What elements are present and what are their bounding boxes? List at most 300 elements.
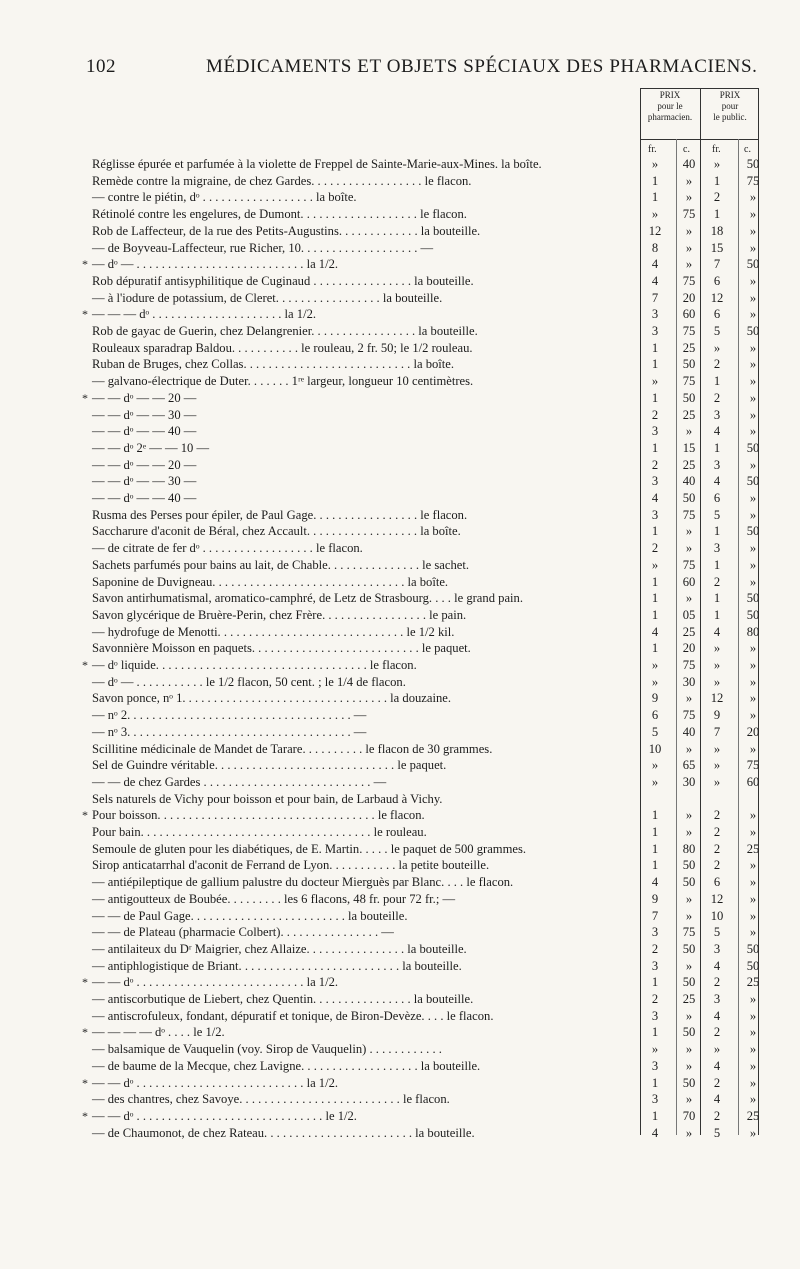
price-public-c: » bbox=[749, 1008, 757, 1023]
price-pharmacist-c: » bbox=[685, 908, 693, 923]
price-public-fr: » bbox=[713, 340, 721, 355]
price-public-fr: 3 bbox=[713, 941, 721, 956]
price-pharmacist-fr: » bbox=[651, 157, 659, 171]
entry-text: — — dᵒ . . . . . . . . . . . . . . . . . . . . . . . . . . . la 1/2. bbox=[92, 975, 339, 990]
price-pharmacist-c: 75 bbox=[682, 374, 696, 389]
price-public-fr: 3 bbox=[713, 992, 721, 1006]
price-pharmacist-c: » bbox=[685, 1125, 693, 1140]
price-pharmacist-c: 75 bbox=[682, 925, 696, 940]
price-pharmacist-fr: » bbox=[651, 774, 659, 789]
price-public-c: » bbox=[749, 741, 757, 756]
price-public-c: » bbox=[749, 574, 757, 589]
entry-text: — — de Plateau (pharmacie Colbert). . . . . . . . . . . . . . . . — bbox=[92, 925, 394, 940]
entry-text: Rob de gayac de Guerin, chez Delangrenier. . . . . . . . . . . . . . . . . la bouteille. bbox=[92, 324, 478, 338]
price-pharmacist-c: 50 bbox=[682, 1075, 696, 1090]
price-pharmacist-fr: 1 bbox=[651, 173, 659, 188]
entry-text: — galvano-électrique de Duter. . . . . . . 1ʳᵉ largeur, longueur 10 centimètres. bbox=[92, 374, 474, 389]
price-public-fr: 6 bbox=[713, 491, 721, 505]
price-pharmacist-c: » bbox=[685, 541, 693, 556]
price-pharmacist-c: 80 bbox=[682, 841, 696, 856]
price-pharmacist-c: » bbox=[685, 240, 693, 255]
price-pharmacist-fr: 2 bbox=[651, 407, 659, 422]
entry-text: Savonnière Moisson en paquets. . . . . . . . . . . . . . . . . . . . . . . . . . . le paquet. bbox=[92, 641, 471, 656]
price-public-c: » bbox=[749, 457, 757, 472]
entry-text: — dᵒ — . . . . . . . . . . . le 1/2 flacon, 50 cent. ; le 1/4 de flacon. bbox=[92, 674, 406, 689]
price-public-c: » bbox=[749, 491, 757, 505]
entry-text: Sel de Guindre véritable. . . . . . . . . . . . . . . . . . . . . . . . . . . . . le paquet. bbox=[92, 758, 447, 773]
price-public-c: » bbox=[749, 207, 757, 222]
price-public-c: 25 bbox=[746, 841, 760, 856]
entry-text: — de Boyveau-Laffecteur, rue Richer, 10. . . . . . . . . . . . . . . . . . . — bbox=[92, 240, 434, 255]
price-pharmacist-c: » bbox=[685, 424, 693, 439]
price-pharmacist-fr: 4 bbox=[651, 257, 659, 272]
price-pharmacist-c: » bbox=[685, 223, 693, 238]
price-pharmacist-c: 75 bbox=[682, 658, 696, 672]
entry-text: Sirop anticatarrhal d'aconit de Ferrand de Lyon. . . . . . . . . . . la petite bouteille. bbox=[92, 858, 490, 873]
price-pharmacist-c: » bbox=[685, 1058, 693, 1073]
price-public-c: 50 bbox=[746, 591, 760, 606]
price-pharmacist-c: » bbox=[685, 825, 693, 839]
price-pharmacist-c: » bbox=[685, 591, 693, 606]
price-public-c: » bbox=[749, 223, 757, 238]
price-public-c: » bbox=[749, 691, 757, 706]
price-pharmacist-fr: » bbox=[651, 207, 659, 222]
entry-text: Sels naturels de Vichy pour boisson et pour bain, de Larbaud à Vichy. bbox=[92, 791, 443, 806]
price-public-c: 20 bbox=[746, 724, 760, 739]
price-pharmacist-fr: 1 bbox=[651, 975, 659, 990]
unit-fr-a: fr. bbox=[648, 144, 657, 155]
price-pharmacist-c: » bbox=[685, 691, 693, 706]
price-public-c: » bbox=[749, 190, 757, 205]
price-public-fr: 1 bbox=[713, 591, 721, 606]
price-pharmacist-c: 50 bbox=[682, 941, 696, 956]
price-pharmacist-fr: 1 bbox=[651, 825, 659, 839]
entry-text: — — dᵒ — — 40 — bbox=[92, 491, 197, 505]
price-pharmacist-fr: 3 bbox=[651, 474, 659, 489]
price-pharmacist-c: 25 bbox=[682, 457, 696, 472]
price-pharmacist-fr: 4 bbox=[651, 491, 659, 505]
entry-text: Rusma des Perses pour épiler, de Paul Gage. . . . . . . . . . . . . . . . . le flacon. bbox=[92, 507, 468, 522]
price-public-fr: 2 bbox=[713, 190, 721, 205]
price-pharmacist-fr: 3 bbox=[651, 1092, 659, 1107]
price-public-c: » bbox=[749, 925, 757, 940]
price-pharmacist-c: 40 bbox=[682, 474, 696, 489]
price-public-c: » bbox=[749, 424, 757, 439]
price-public-c: » bbox=[749, 992, 757, 1006]
price-pharmacist-fr: 3 bbox=[651, 324, 659, 338]
price-public-fr: » bbox=[713, 674, 721, 689]
price-pharmacist-fr: 8 bbox=[651, 240, 659, 255]
price-public-fr: » bbox=[713, 774, 721, 789]
entry-marker: * bbox=[82, 390, 88, 405]
entry-text: — — de Paul Gage. . . . . . . . . . . . . . . . . . . . . . . . . la bouteille. bbox=[92, 908, 408, 923]
entry-text: — hydrofuge de Menotti. . . . . . . . . . . . . . . . . . . . . . . . . . . . . . le 1/2 kil. bbox=[92, 624, 455, 639]
price-pharmacist-fr: 4 bbox=[651, 273, 659, 288]
price-public-c: » bbox=[749, 875, 757, 890]
price-public-c: » bbox=[749, 307, 757, 322]
price-public-fr: 2 bbox=[713, 808, 721, 823]
price-pharmacist-c: » bbox=[685, 891, 693, 906]
price-public-fr: 2 bbox=[713, 975, 721, 990]
price-public-fr: 2 bbox=[713, 1075, 721, 1090]
price-public-fr: 12 bbox=[710, 891, 724, 906]
price-public-fr: 1 bbox=[713, 607, 721, 622]
price-public-fr: 3 bbox=[713, 457, 721, 472]
price-pharmacist-c: 25 bbox=[682, 624, 696, 639]
price-public-c: » bbox=[749, 825, 757, 839]
price-public-fr: 18 bbox=[710, 223, 724, 238]
price-pharmacist-fr: » bbox=[651, 557, 659, 572]
price-pharmacist-c: 50 bbox=[682, 858, 696, 873]
price-public-fr: 4 bbox=[713, 424, 721, 439]
entry-text: — antiscorbutique de Liebert, chez Quentin. . . . . . . . . . . . . . . . la bouteille. bbox=[92, 992, 474, 1006]
unit-c-a: c. bbox=[683, 144, 690, 155]
price-public-fr: 2 bbox=[713, 574, 721, 589]
entry-text: Scillitine médicinale de Mandet de Tarare. . . . . . . . . . le flacon de 30 grammes. bbox=[92, 741, 493, 756]
price-public-fr: 5 bbox=[713, 324, 721, 338]
price-public-c: 50 bbox=[746, 607, 760, 622]
entry-text: — contre le piétin, dᵒ . . . . . . . . . . . . . . . . . . la boîte. bbox=[92, 190, 357, 205]
entry-text: — — de chez Gardes . . . . . . . . . . . . . . . . . . . . . . . . . . . — bbox=[92, 774, 387, 789]
entry-text: — dᵒ liquide. . . . . . . . . . . . . . . . . . . . . . . . . . . . . . . . . . le flacon. bbox=[92, 658, 417, 672]
entry-marker: * bbox=[82, 1025, 88, 1040]
price-public-fr: 4 bbox=[713, 958, 721, 973]
price-pharmacist-fr: » bbox=[651, 1042, 659, 1057]
price-public-c: » bbox=[749, 658, 757, 672]
price-public-fr: 7 bbox=[713, 724, 721, 739]
price-pharmacist-c: 50 bbox=[682, 875, 696, 890]
price-public-fr: 1 bbox=[713, 440, 721, 455]
price-public-c: » bbox=[749, 240, 757, 255]
price-pharmacist-fr: 12 bbox=[648, 223, 662, 238]
price-public-fr: 1 bbox=[713, 207, 721, 222]
price-public-fr: » bbox=[713, 641, 721, 656]
price-public-c: » bbox=[749, 891, 757, 906]
price-public-fr: 2 bbox=[713, 841, 721, 856]
entry-text: Saccharure d'aconit de Béral, chez Accault. . . . . . . . . . . . . . . . . . la boîte. bbox=[92, 524, 461, 539]
price-pharmacist-c: 75 bbox=[682, 708, 696, 723]
entry-text: — antigoutteux de Boubée. . . . . . . . . les 6 flacons, 48 fr. pour 72 fr.; — bbox=[92, 891, 456, 906]
price-pharmacist-c: 70 bbox=[682, 1108, 696, 1123]
price-public-c: » bbox=[749, 290, 757, 305]
price-public-c: » bbox=[749, 374, 757, 389]
entry-text: — à l'iodure de potassium, de Cleret. . . . . . . . . . . . . . . . . la bouteille. bbox=[92, 290, 443, 305]
price-pharmacist-fr: 3 bbox=[651, 1058, 659, 1073]
price-pharmacist-c: 50 bbox=[682, 1025, 696, 1040]
price-pharmacist-c: 50 bbox=[682, 491, 696, 505]
price-public-c: » bbox=[749, 1058, 757, 1073]
entry-text: — — dᵒ . . . . . . . . . . . . . . . . . . . . . . . . . . . . . . le 1/2. bbox=[92, 1108, 357, 1123]
page-header bbox=[86, 52, 758, 82]
price-public-c: » bbox=[749, 708, 757, 723]
price-pharmacist-c: 50 bbox=[682, 390, 696, 405]
price-pharmacist-c: 75 bbox=[682, 507, 696, 522]
price-public-fr: 1 bbox=[713, 524, 721, 539]
price-public-fr: 3 bbox=[713, 407, 721, 422]
table-header-rule bbox=[640, 139, 758, 140]
price-pharmacist-c: » bbox=[685, 741, 693, 756]
price-pharmacist-fr: 4 bbox=[651, 624, 659, 639]
table-top-rule bbox=[640, 88, 758, 89]
price-pharmacist-fr: 3 bbox=[651, 307, 659, 322]
price-public-fr: 6 bbox=[713, 273, 721, 288]
entry-text: — de Chaumonot, de chez Rateau. . . . . . . . . . . . . . . . . . . . . . . . la bouteille. bbox=[92, 1125, 475, 1140]
price-pharmacist-c: 15 bbox=[682, 440, 696, 455]
price-pharmacist-fr: 5 bbox=[651, 724, 659, 739]
column-header-public: PRIX pour le public. bbox=[713, 90, 747, 122]
price-pharmacist-fr: 9 bbox=[651, 891, 659, 906]
price-pharmacist-c: 75 bbox=[682, 273, 696, 288]
entry-text: Pour boisson. . . . . . . . . . . . . . . . . . . . . . . . . . . . . . . . . . . le flacon. bbox=[92, 808, 425, 823]
price-pharmacist-fr: 2 bbox=[651, 992, 659, 1006]
price-public-c: 50 bbox=[746, 941, 760, 956]
entry-text: — nᵒ 3. . . . . . . . . . . . . . . . . . . . . . . . . . . . . . . . . . . . — bbox=[92, 724, 367, 739]
price-public-c: 50 bbox=[746, 440, 760, 455]
price-pharmacist-fr: 1 bbox=[651, 440, 659, 455]
entry-text: — de citrate de fer dᵒ . . . . . . . . . . . . . . . . . . le flacon. bbox=[92, 541, 363, 556]
entry-text: — dᵒ — . . . . . . . . . . . . . . . . . . . . . . . . . . . la 1/2. bbox=[92, 257, 339, 272]
entry-text: Savon antirhumatismal, aromatico-camphré, de Letz de Strasbourg. . . . le grand pain. bbox=[92, 591, 523, 606]
price-public-c: » bbox=[749, 808, 757, 823]
price-pharmacist-c: » bbox=[685, 257, 693, 272]
entry-text: — des chantres, chez Savoye. . . . . . . . . . . . . . . . . . . . . . . . . . le flacon. bbox=[92, 1092, 450, 1107]
entry-text: — de baume de la Mecque, chez Lavigne. . . . . . . . . . . . . . . . . . . la bouteille. bbox=[92, 1058, 481, 1073]
price-pharmacist-fr: 7 bbox=[651, 908, 659, 923]
price-pharmacist-c: 20 bbox=[682, 290, 696, 305]
price-pharmacist-c: 05 bbox=[682, 607, 696, 622]
page-title: MÉDICAMENTS ET OBJETS SPÉCIAUX DES PHARMACIENS. bbox=[206, 56, 758, 77]
price-public-c: 80 bbox=[746, 624, 760, 639]
price-public-c: » bbox=[749, 340, 757, 355]
price-public-c: 50 bbox=[746, 324, 760, 338]
price-public-fr: 2 bbox=[713, 390, 721, 405]
price-pharmacist-c: » bbox=[685, 1092, 693, 1107]
price-public-fr: 12 bbox=[710, 290, 724, 305]
price-public-c: 50 bbox=[746, 474, 760, 489]
price-pharmacist-c: 25 bbox=[682, 407, 696, 422]
price-pharmacist-fr: » bbox=[651, 374, 659, 389]
price-pharmacist-c: » bbox=[685, 1042, 693, 1057]
price-public-fr: 2 bbox=[713, 858, 721, 873]
entry-text: — — dᵒ — — 40 — bbox=[92, 424, 197, 439]
price-public-c: 50 bbox=[746, 257, 760, 272]
price-public-fr: 4 bbox=[713, 1092, 721, 1107]
price-pharmacist-c: 75 bbox=[682, 557, 696, 572]
entry-marker: * bbox=[82, 1108, 88, 1123]
entry-text: Sachets parfumés pour bains au lait, de Chable. . . . . . . . . . . . . . . le sachet. bbox=[92, 557, 470, 572]
price-public-c: » bbox=[749, 407, 757, 422]
price-public-fr: 7 bbox=[713, 257, 721, 272]
price-pharmacist-fr: 7 bbox=[651, 290, 659, 305]
price-public-fr: 4 bbox=[713, 474, 721, 489]
price-public-fr: 10 bbox=[710, 908, 724, 923]
price-pharmacist-c: 40 bbox=[682, 724, 696, 739]
price-public-c: 50 bbox=[746, 958, 760, 973]
entry-text: — — dᵒ — — 20 — bbox=[92, 390, 197, 405]
price-pharmacist-fr: 4 bbox=[651, 875, 659, 890]
price-pharmacist-c: » bbox=[685, 190, 693, 205]
price-pharmacist-fr: 1 bbox=[651, 607, 659, 622]
price-public-c: » bbox=[749, 390, 757, 405]
price-public-fr: 5 bbox=[713, 507, 721, 522]
page-number: 102 bbox=[86, 56, 116, 77]
price-public-fr: 1 bbox=[713, 173, 721, 188]
price-public-fr: » bbox=[713, 658, 721, 672]
price-pharmacist-c: 40 bbox=[682, 157, 696, 171]
price-pharmacist-c: 20 bbox=[682, 641, 696, 656]
price-public-c: » bbox=[749, 357, 757, 372]
price-pharmacist-c: 60 bbox=[682, 307, 696, 322]
price-public-fr: » bbox=[713, 758, 721, 773]
price-pharmacist-fr: 9 bbox=[651, 691, 659, 706]
price-pharmacist-c: 75 bbox=[682, 207, 696, 222]
price-public-c: » bbox=[749, 1075, 757, 1090]
price-public-fr: 2 bbox=[713, 357, 721, 372]
price-pharmacist-fr: 1 bbox=[651, 357, 659, 372]
entry-text: Ruban de Bruges, chez Collas. . . . . . . . . . . . . . . . . . . . . . . . . . . la boîte. bbox=[92, 357, 455, 372]
entry-text: Remède contre la migraine, de chez Gardes. . . . . . . . . . . . . . . . . . le flacon. bbox=[92, 173, 472, 188]
entry-text: Savon glycérique de Bruère-Perin, chez Frère. . . . . . . . . . . . . . . . . le pain. bbox=[92, 607, 467, 622]
entry-text: — antiphlogistique de Briant. . . . . . . . . . . . . . . . . . . . . . . . . . la bouteille. bbox=[92, 958, 462, 973]
entry-text: Pour bain. . . . . . . . . . . . . . . . . . . . . . . . . . . . . . . . . . . . . le rouleau. bbox=[92, 825, 427, 839]
price-pharmacist-fr: 3 bbox=[651, 1008, 659, 1023]
entry-text: — antilaiteux du Dʳ Maigrier, chez Allaize. . . . . . . . . . . . . . . . la bouteille. bbox=[92, 941, 467, 956]
price-pharmacist-fr: 1 bbox=[651, 1025, 659, 1040]
price-pharmacist-fr: 3 bbox=[651, 424, 659, 439]
price-public-c: » bbox=[749, 1042, 757, 1057]
entry-text: Réglisse épurée et parfumée à la violette de Freppel de Sainte-Marie-aux-Mines. la boîte. bbox=[92, 157, 542, 171]
price-public-c: » bbox=[749, 557, 757, 572]
price-pharmacist-fr: 1 bbox=[651, 524, 659, 539]
price-public-c: 50 bbox=[746, 524, 760, 539]
price-pharmacist-fr: » bbox=[651, 758, 659, 773]
price-public-c: » bbox=[749, 1092, 757, 1107]
price-public-c: 25 bbox=[746, 975, 760, 990]
price-pharmacist-fr: 1 bbox=[651, 641, 659, 656]
price-pharmacist-fr: 1 bbox=[651, 841, 659, 856]
price-pharmacist-fr: 2 bbox=[651, 541, 659, 556]
price-pharmacist-fr: » bbox=[651, 674, 659, 689]
price-pharmacist-fr: 4 bbox=[651, 1125, 659, 1140]
price-pharmacist-fr: 3 bbox=[651, 925, 659, 940]
price-public-fr: 2 bbox=[713, 825, 721, 839]
price-pharmacist-c: » bbox=[685, 173, 693, 188]
price-pharmacist-c: » bbox=[685, 958, 693, 973]
price-pharmacist-fr: 1 bbox=[651, 1108, 659, 1123]
price-public-fr: » bbox=[713, 157, 721, 171]
price-public-fr: 15 bbox=[710, 240, 724, 255]
price-public-fr: 4 bbox=[713, 624, 721, 639]
price-pharmacist-c: » bbox=[685, 808, 693, 823]
entry-text: Rétinolé contre les engelures, de Dumont. . . . . . . . . . . . . . . . . . . le flacon. bbox=[92, 207, 467, 222]
unit-c-b: c. bbox=[744, 144, 751, 155]
price-public-fr: 6 bbox=[713, 307, 721, 322]
entry-text: — — dᵒ . . . . . . . . . . . . . . . . . . . . . . . . . . . la 1/2. bbox=[92, 1075, 339, 1090]
price-pharmacist-fr: 3 bbox=[651, 958, 659, 973]
price-public-fr: 4 bbox=[713, 1008, 721, 1023]
entry-marker: * bbox=[82, 975, 88, 990]
price-public-fr: 1 bbox=[713, 557, 721, 572]
entry-text: — balsamique de Vauquelin (voy. Sirop de Vauquelin) . . . . . . . . . . . . bbox=[92, 1042, 442, 1057]
price-pharmacist-c: » bbox=[685, 1008, 693, 1023]
entry-text: Semoule de gluten pour les diabétiques, de E. Martin. . . . . le paquet de 500 grammes. bbox=[92, 841, 527, 856]
price-public-c: 25 bbox=[746, 1108, 760, 1123]
entry-text: — — dᵒ — — 30 — bbox=[92, 474, 197, 489]
price-public-c: » bbox=[749, 1025, 757, 1040]
price-pharmacist-c: 25 bbox=[682, 340, 696, 355]
table-row bbox=[0, 1124, 800, 1143]
entry-text: Savon ponce, nᵒ 1. . . . . . . . . . . . . . . . . . . . . . . . . . . . . . . . . la douzaine. bbox=[92, 691, 452, 706]
price-public-fr: » bbox=[713, 1042, 721, 1057]
price-public-fr: » bbox=[713, 741, 721, 756]
price-pharmacist-c: 30 bbox=[682, 774, 696, 789]
price-pharmacist-c: » bbox=[685, 524, 693, 539]
price-pharmacist-fr: 1 bbox=[651, 1075, 659, 1090]
entry-text: — — dᵒ — — 20 — bbox=[92, 457, 197, 472]
price-public-fr: 12 bbox=[710, 691, 724, 706]
unit-fr-b: fr. bbox=[712, 144, 721, 155]
price-public-fr: 2 bbox=[713, 1025, 721, 1040]
price-public-c: 75 bbox=[746, 758, 760, 773]
entry-text: — nᵒ 2. . . . . . . . . . . . . . . . . . . . . . . . . . . . . . . . . . . . — bbox=[92, 708, 367, 723]
price-pharmacist-c: 50 bbox=[682, 975, 696, 990]
price-pharmacist-c: 60 bbox=[682, 574, 696, 589]
entry-text: — — dᵒ — — 30 — bbox=[92, 407, 197, 422]
entry-marker: * bbox=[82, 257, 88, 272]
entry-marker: * bbox=[82, 808, 88, 823]
price-public-fr: 5 bbox=[713, 1125, 721, 1140]
price-public-c: » bbox=[749, 908, 757, 923]
price-public-c: » bbox=[749, 858, 757, 873]
price-public-fr: 9 bbox=[713, 708, 721, 723]
price-pharmacist-fr: 10 bbox=[648, 741, 662, 756]
price-public-c: » bbox=[749, 1125, 757, 1140]
price-pharmacist-fr: 2 bbox=[651, 457, 659, 472]
entry-text: — antiépileptique de gallium palustre du docteur Mierguès par Blanc. . . . le flacon. bbox=[92, 875, 514, 890]
price-public-c: 50 bbox=[746, 157, 760, 171]
price-public-fr: 6 bbox=[713, 875, 721, 890]
price-pharmacist-fr: 1 bbox=[651, 591, 659, 606]
price-pharmacist-fr: 1 bbox=[651, 390, 659, 405]
price-public-fr: 3 bbox=[713, 541, 721, 556]
price-pharmacist-fr: 1 bbox=[651, 858, 659, 873]
entry-text: — — dᵒ 2ᵉ — — 10 — bbox=[92, 440, 210, 455]
price-pharmacist-c: 25 bbox=[682, 992, 696, 1006]
price-public-fr: 5 bbox=[713, 925, 721, 940]
entry-text: Saponine de Duvigneau. . . . . . . . . . . . . . . . . . . . . . . . . . . . . . . la boîte. bbox=[92, 574, 449, 589]
price-pharmacist-c: 50 bbox=[682, 357, 696, 372]
price-pharmacist-fr: 6 bbox=[651, 708, 659, 723]
entry-text: Rouleaux sparadrap Baldou. . . . . . . . . . . le rouleau, 2 fr. 50; le 1/2 rouleau. bbox=[92, 340, 473, 355]
price-pharmacist-fr: 1 bbox=[651, 190, 659, 205]
entry-text: Rob de Laffecteur, de la rue des Petits-Augustins. . . . . . . . . . . . . la bouteille. bbox=[92, 223, 481, 238]
price-pharmacist-fr: 1 bbox=[651, 808, 659, 823]
entry-text: — antiscrofuleux, fondant, dépuratif et tonique, de Biron-Devèze. . . . le flacon. bbox=[92, 1008, 494, 1023]
entry-text: Rob dépuratif antisyphilitique de Cuginaud . . . . . . . . . . . . . . . . la bouteille. bbox=[92, 273, 474, 288]
price-public-c: » bbox=[749, 541, 757, 556]
price-pharmacist-c: 65 bbox=[682, 758, 696, 773]
price-pharmacist-fr: » bbox=[651, 658, 659, 672]
price-pharmacist-c: 75 bbox=[682, 324, 696, 338]
column-header-pharmacist: PRIX pour le pharmacien. bbox=[647, 90, 693, 122]
entry-marker: * bbox=[82, 658, 88, 672]
entry-text: — — — dᵒ . . . . . . . . . . . . . . . . . . . . . la 1/2. bbox=[92, 307, 317, 322]
price-pharmacist-fr: 1 bbox=[651, 574, 659, 589]
price-public-c: » bbox=[749, 273, 757, 288]
price-public-c: » bbox=[749, 641, 757, 656]
entry-text: — — — — dᵒ . . . . le 1/2. bbox=[92, 1025, 225, 1040]
price-pharmacist-fr: 2 bbox=[651, 941, 659, 956]
